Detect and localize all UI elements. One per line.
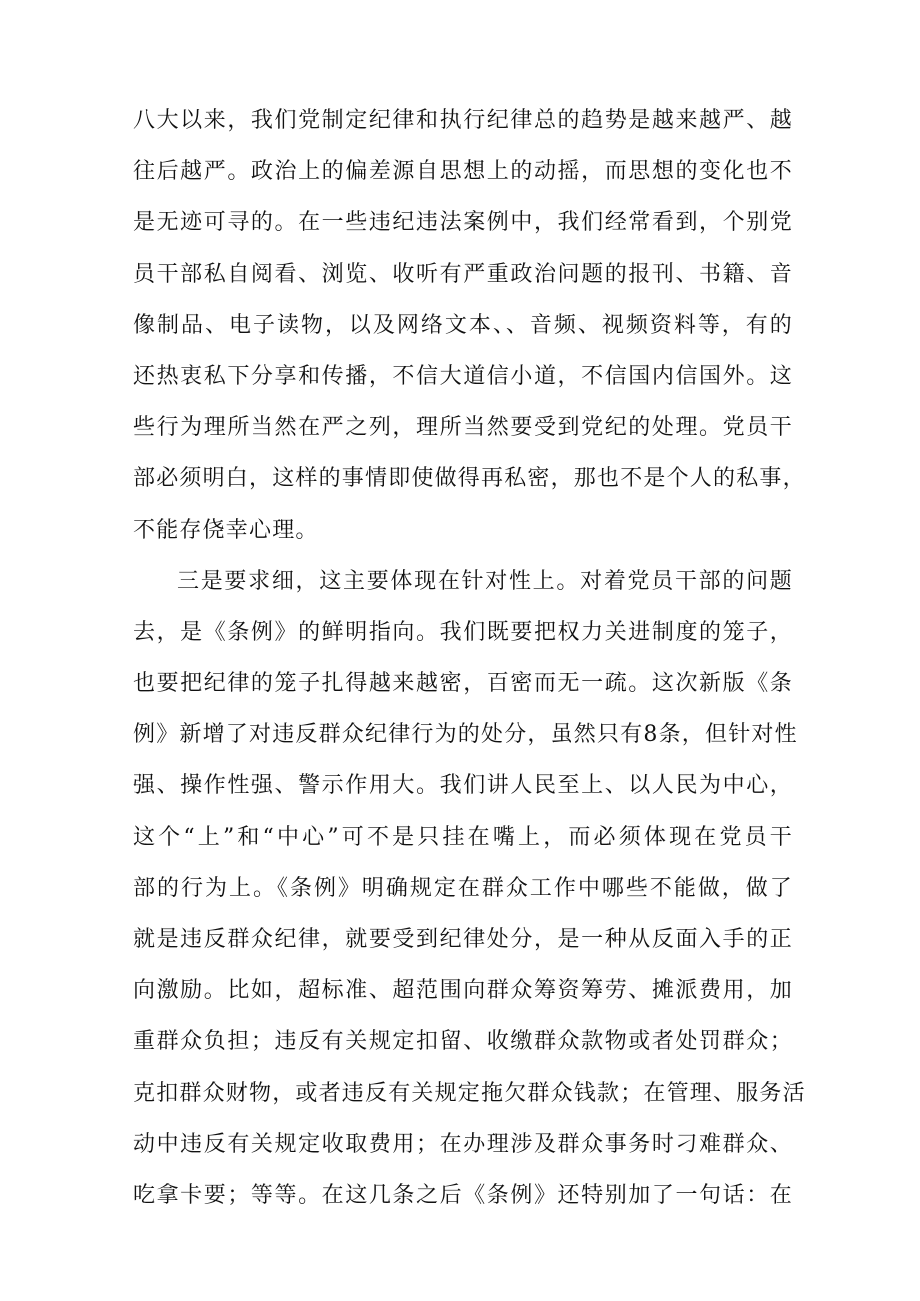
paragraph-2-line-4: 例》新增了对违反群众纪律行为的处分，虽然只有8条，但针对性	[133, 722, 798, 748]
document-body	[133, 95, 806, 1221]
paragraph-1-line-3: 是无迹可寻的。在一些违纪违法案例中，我们经常看到，个别党	[133, 210, 793, 236]
paragraph-1-line-2: 往后越严。政治上的偏差源自思想上的动摇，而思想的变化也不	[133, 159, 793, 185]
paragraph-1-line-9: 不能存侥幸心理。	[133, 517, 319, 543]
paragraph-1-line-7: 些行为理所当然在严之列，理所当然要受到党纪的处理。党员干	[133, 415, 793, 441]
paragraph-1-line-6: 还热衷私下分享和传播，不信大道信小道，不信国内信国外。这	[133, 363, 793, 389]
paragraph-2-line-9: 向激励。比如，超标准、超范围向群众筹资筹劳、摊派费用，加	[133, 978, 793, 1004]
paragraph-2-line-8: 就是违反群众纪律，就要受到纪律处分，是一种从反面入手的正	[133, 927, 793, 952]
paragraph-2-line-1: 三是要求细，这主要体现在针对性上。对着党员干部的问题	[177, 568, 793, 594]
paragraph-1-line-4: 员干部私自阅看、浏览、收听有严重政治问题的报刊、书籍、音	[133, 261, 793, 287]
paragraph-2-line-3: 也要把纪律的笼子扎得越来越密，百密而无一疏。这次新版《条	[133, 671, 793, 697]
paragraph-2-line-6: 这个“上”和“中心”可不是只挂在嘴上，而必须体现在党员干	[133, 824, 793, 850]
paragraph-1-line-5: 像制品、电子读物，以及网络文本、、音频、视频资料等，有的	[133, 312, 793, 338]
paragraph-2-line-12: 动中违反有关规定收取费用；在办理涉及群众事务时刁难群众、	[133, 1131, 793, 1157]
paragraph-2-line-2: 去，是《条例》的鲜明指向。我们既要把权力关进制度的笼子，	[133, 619, 793, 645]
paragraph-2-line-13: 吃拿卡要；等等。在这几条之后《条例》还特别加了一句话：在	[133, 1182, 793, 1208]
paragraph-2-line-10: 重群众负担；违反有关规定扣留、收缴群众款物或者处罚群众；	[133, 1029, 793, 1055]
paragraph-1-line-8: 部必须明白，这样的事情即使做得再私密，那也不是个人的私事，	[133, 466, 806, 492]
paragraph-2-line-5: 强、操作性强、警示作用大。我们讲人民至上、以人民为中心，	[133, 773, 793, 799]
paragraph-2-line-7: 部的行为上。《条例》明确规定在群众工作中哪些不能做，做了	[133, 875, 793, 901]
paragraph-2-line-11: 克扣群众财物，或者违反有关规定拖欠群众钱款；在管理、服务活	[133, 1080, 806, 1106]
paragraph-1-line-1: 八大以来，我们党制定纪律和执行纪律总的趋势是越来越严、越	[133, 108, 793, 133]
